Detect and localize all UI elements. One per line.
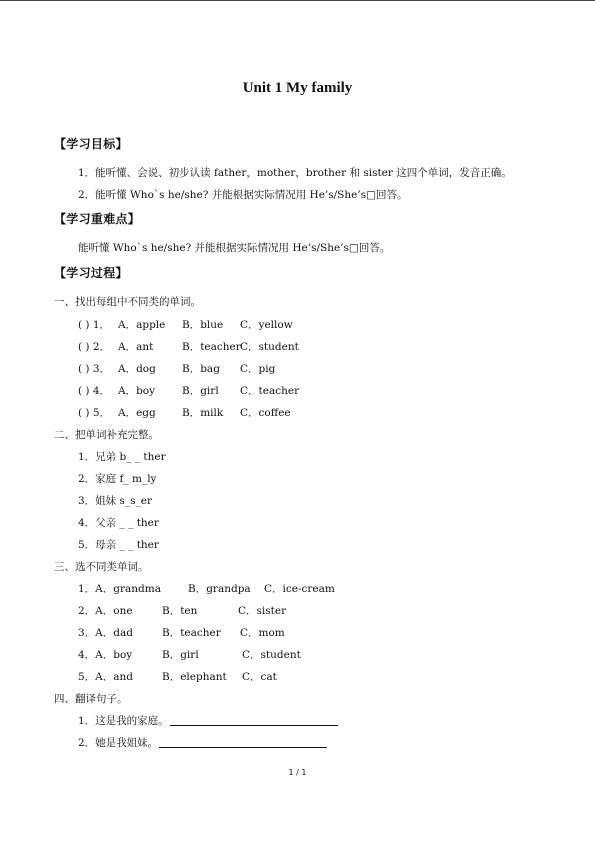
option-b: B．grandpa	[188, 583, 251, 595]
option-a: 1．A．grandma	[78, 583, 161, 595]
option-a: A．boy	[118, 385, 156, 397]
s2-item-2: 2．家庭 f_ m_ly	[78, 473, 157, 485]
s2-item-3: 3．姐妹 s_s_er	[78, 495, 153, 507]
option-b: B．girl	[182, 385, 219, 397]
option-b: B．elephant	[162, 671, 227, 683]
s4-item-1	[78, 713, 338, 728]
option-c: C．student	[242, 649, 301, 661]
s2-item-1: 1．兄弟 b_ _ ther	[78, 451, 166, 463]
s2-item-5: 5．母亲 _ _ ther	[78, 539, 159, 551]
s1-question-4	[78, 383, 299, 398]
option-a: A．dog	[118, 363, 156, 375]
page-title: Unit 1 My family	[242, 80, 353, 96]
option-b: B．milk	[182, 407, 224, 419]
s1-question-1	[78, 317, 293, 332]
s3-question-1	[78, 581, 335, 596]
option-a: 2．A．one	[78, 605, 133, 617]
option-a: 3．A．dad	[78, 627, 133, 639]
option-b: B．ten	[162, 605, 198, 617]
s1-question-3	[78, 361, 275, 376]
page-number: 1 / 1	[288, 768, 307, 777]
question-number: ( ) 4．	[78, 385, 111, 397]
s2-item-4: 4．父亲 _ _ ther	[78, 517, 159, 529]
section-1-title: 一、找出每组中不同类的单词。	[54, 296, 201, 308]
s4-item-2	[78, 735, 327, 750]
goals-heading: 【学习目标】	[54, 137, 128, 151]
key-points-text: 能听懂 Who`s he/she? 并能根据实际情况用 He’s/She’s□回答。	[78, 242, 391, 254]
option-c: C．sister	[238, 605, 287, 617]
option-c: C．mom	[240, 627, 285, 639]
s3-question-2	[78, 603, 286, 618]
option-b: B．teacher	[182, 341, 241, 353]
question-number: ( ) 1．	[78, 319, 111, 331]
section-4-title: 四、翻译句子。	[54, 693, 128, 705]
goal-item-1: 1．能听懂、会说、初步认读 father，mother，brother 和 sister 这四个单词，发音正确。	[78, 167, 512, 179]
section-3-title: 三、选不同类单词。	[54, 561, 149, 573]
option-b: B．blue	[182, 319, 224, 331]
option-c: C．student	[240, 341, 299, 353]
option-b: B．teacher	[162, 627, 221, 639]
option-a: 5．A．and	[78, 671, 134, 683]
s3-question-5	[78, 669, 277, 684]
option-a: A．apple	[118, 319, 166, 331]
question-number: ( ) 3．	[78, 363, 111, 375]
s3-question-3	[78, 625, 285, 640]
option-c: C．cat	[242, 671, 277, 683]
s3-question-4	[78, 647, 301, 662]
option-c: C．coffee	[240, 407, 291, 419]
question-number: ( ) 2．	[78, 341, 111, 353]
process-heading: 【学习过程】	[54, 266, 128, 280]
top-border	[0, 0, 595, 1]
option-a: 4．A．boy	[78, 649, 133, 661]
s1-question-5	[78, 405, 291, 420]
question-number: ( ) 5．	[78, 407, 111, 419]
answer-line[interactable]	[159, 737, 327, 748]
option-b: B．girl	[162, 649, 199, 661]
option-c: C．ice-cream	[264, 583, 335, 595]
s4-item-1-text: 1．这是我的家庭。	[78, 715, 169, 727]
option-c: C．pig	[240, 363, 276, 375]
option-c: C．teacher	[240, 385, 300, 397]
goal-item-2: 2．能听懂 Who`s he/she? 并能根据实际情况用 He’s/She’s□回答。	[78, 189, 408, 201]
option-b: B．bag	[182, 363, 220, 375]
option-a: A．egg	[118, 407, 156, 419]
s4-item-2-text: 2．她是我姐妹。	[78, 737, 159, 749]
option-c: C．yellow	[240, 319, 293, 331]
answer-line[interactable]	[170, 715, 338, 726]
option-a: A．ant	[118, 341, 154, 353]
s1-question-2	[78, 339, 299, 354]
section-2-title: 二、把单词补充完整。	[54, 429, 159, 441]
key-points-heading: 【学习重难点】	[54, 212, 141, 226]
